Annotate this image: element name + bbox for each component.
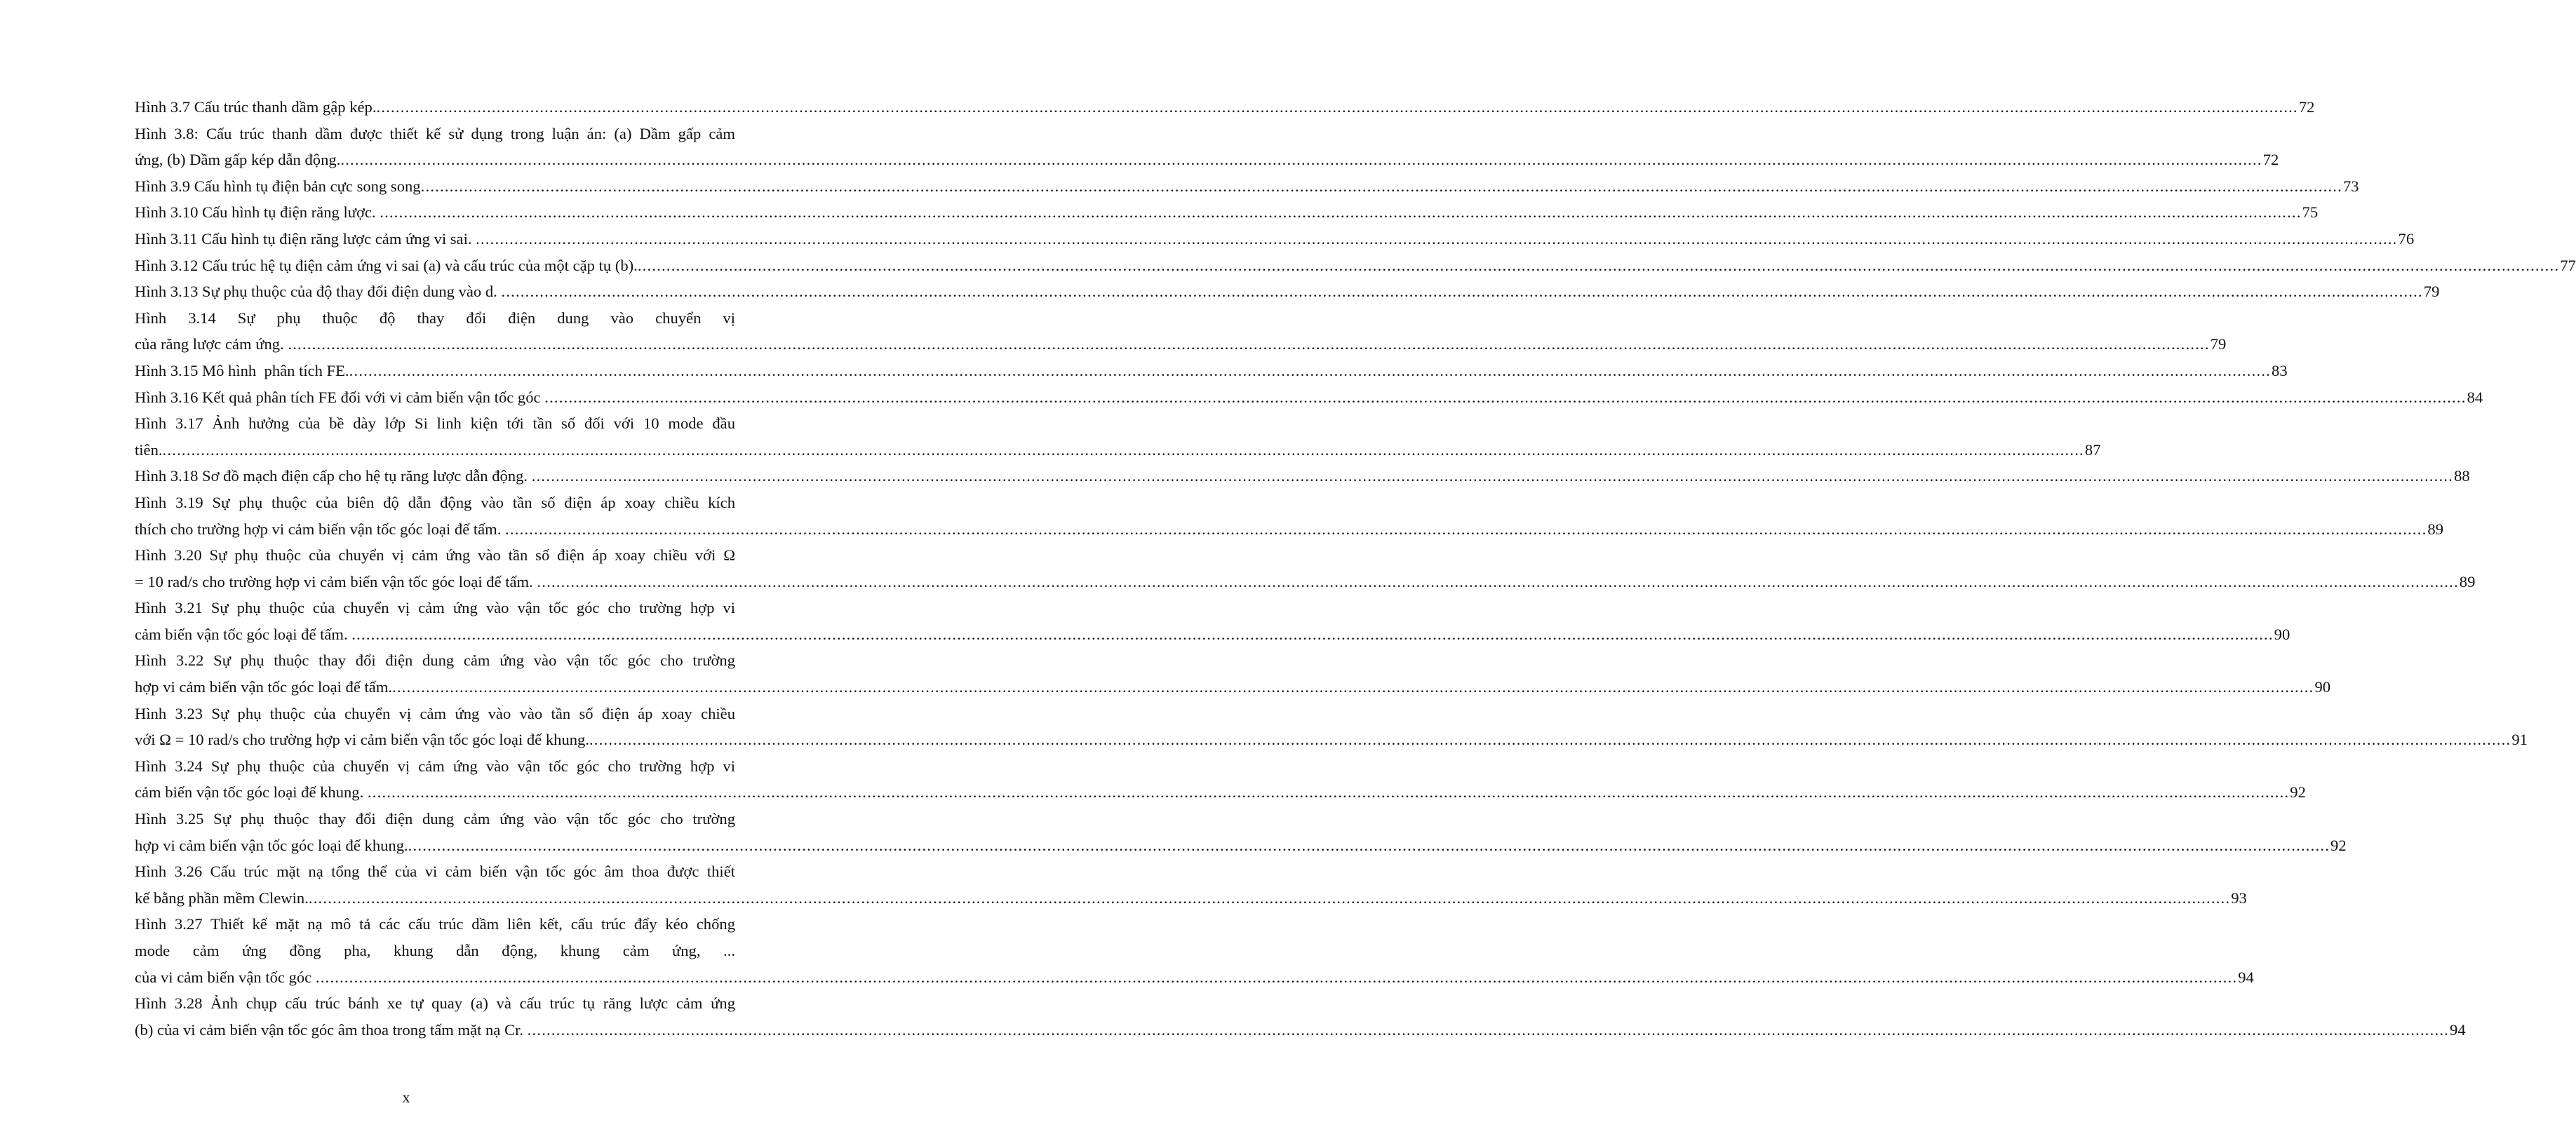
toc-entry-text-line: Hình 3.22 Sự phụ thuộc thay đổi điện dung cảm ứng vào vận tốc góc cho trường bbox=[135, 651, 735, 670]
toc-entry[interactable] bbox=[135, 173, 2359, 200]
toc-entry[interactable] bbox=[135, 647, 2331, 700]
toc-entry[interactable] bbox=[135, 701, 2528, 753]
toc-entry-page-number: 91 bbox=[2511, 731, 2528, 749]
toc-entry-page-number: 93 bbox=[2231, 889, 2247, 907]
toc-entry[interactable] bbox=[135, 384, 2483, 411]
toc-entry-text-line: Hình 3.28 Ảnh chụp cấu trúc bánh xe tự quay (a) và cấu trúc tụ răng lược cảm ứng bbox=[135, 994, 735, 1013]
toc-entry[interactable] bbox=[135, 410, 2101, 463]
dot-leader: ................................................................................................................................................................................................................................................................................................................................................................................................................ bbox=[315, 968, 2238, 986]
toc-entry-text-line: cảm biến vận tốc góc loại đế tấm. bbox=[135, 625, 352, 643]
toc-entry[interactable] bbox=[135, 252, 2576, 279]
toc-entry[interactable] bbox=[135, 489, 2444, 542]
toc-entry-page-number: 94 bbox=[2450, 1020, 2466, 1039]
toc-entry-text-line: Hình 3.20 Sự phụ thuộc của chuyển vị cảm ứng vào tần số điện áp xoay chiều với Ω bbox=[135, 546, 735, 565]
toc-entry-last-line bbox=[135, 621, 2290, 648]
page-number: x bbox=[402, 1088, 410, 1106]
toc-entry-text-line: Hình 3.11 Cấu hình tụ điện răng lược cảm ứng vi sai. bbox=[135, 229, 476, 248]
toc-entry-page-number: 90 bbox=[2274, 625, 2290, 643]
toc-entry-text-line: Hình 3.8: Cấu trúc thanh dầm được thiết kế sử dụng trong luận án: (a) Dầm gấp cảm bbox=[135, 124, 735, 142]
toc-entry-last-line bbox=[135, 199, 2319, 226]
toc-entry-page-number: 89 bbox=[2427, 520, 2444, 538]
dot-leader: ................................................................................................................................................................................................................................................................................................................................................................................................................ bbox=[537, 572, 2459, 590]
toc-entry-page-number: 77 bbox=[2560, 256, 2576, 274]
toc-entry-last-line bbox=[135, 1017, 2466, 1044]
toc-entry[interactable] bbox=[135, 226, 2415, 252]
toc-entry-page-number: 73 bbox=[2342, 177, 2359, 195]
dot-leader: ................................................................................................................................................................................................................................................................................................................................................................................................................ bbox=[637, 256, 2560, 274]
toc-entry-text-line: Hình 3.15 Mô hình phân tích FE. bbox=[135, 361, 349, 379]
toc-entry[interactable] bbox=[135, 199, 2319, 226]
toc-entry-last-line bbox=[135, 94, 2315, 121]
toc-entry-text-line: Hình 3.18 Sơ đồ mạch điện cấp cho hệ tụ răng lược dẫn động. bbox=[135, 467, 532, 485]
toc-entry-page-number: 89 bbox=[2459, 572, 2476, 590]
dot-leader: ................................................................................................................................................................................................................................................................................................................................................................................................................ bbox=[340, 151, 2262, 169]
toc-entry[interactable] bbox=[135, 806, 2347, 858]
toc-entry[interactable] bbox=[135, 305, 2227, 358]
dot-leader: ................................................................................................................................................................................................................................................................................................................................................................................................................ bbox=[420, 177, 2342, 195]
toc-entry-page-number: 92 bbox=[2330, 836, 2347, 854]
dot-leader: ................................................................................................................................................................................................................................................................................................................................................................................................................ bbox=[531, 467, 2454, 485]
toc-entry-last-line bbox=[135, 173, 2359, 200]
dot-leader: ................................................................................................................................................................................................................................................................................................................................................................................................................ bbox=[308, 889, 2231, 907]
toc-entry-text-line: = 10 rad/s cho trường hợp vi cảm biến vận tốc góc loại đế tấm. bbox=[135, 572, 537, 590]
toc-entry-page-number: 87 bbox=[2084, 440, 2101, 459]
toc-entry-text-line: Hình 3.23 Sự phụ thuộc của chuyển vị cảm ứng vào vào tần số điện áp xoay chiều bbox=[135, 704, 735, 722]
toc-entry[interactable] bbox=[135, 990, 2466, 1043]
toc-entry-text-line: cảm biến vận tốc góc loại đế khung. bbox=[135, 783, 368, 802]
toc-entry-text-line: Hình 3.17 Ảnh hưởng của bề dày lớp Si linh kiện tới tần số đối với 10 mode đầu bbox=[135, 414, 735, 433]
toc-entry-text-line: tiên. bbox=[135, 440, 163, 459]
toc-entry-page-number: 84 bbox=[2467, 388, 2483, 406]
dot-leader: ................................................................................................................................................................................................................................................................................................................................................................................................................ bbox=[349, 361, 2272, 379]
toc-entry-last-line bbox=[135, 437, 2101, 464]
toc-entry-text-line: Hình 3.10 Cấu hình tụ điện răng lược. bbox=[135, 203, 380, 222]
toc-entry-text-line: Hình 3.19 Sự phụ thuộc của biên độ dẫn động vào tần số điện áp xoay chiều kích bbox=[135, 493, 735, 511]
toc-entry-text-line: (b) của vi cảm biến vận tốc góc âm thoa trong tấm mặt nạ Cr. bbox=[135, 1020, 528, 1039]
toc-entry-page-number: 76 bbox=[2398, 229, 2415, 248]
toc-entry-last-line bbox=[135, 779, 2306, 806]
toc-entry-last-line bbox=[135, 384, 2483, 411]
toc-entry-page-number: 72 bbox=[2298, 98, 2315, 116]
toc-entry-text-line: của răng lược cảm ứng. bbox=[135, 335, 288, 353]
toc-entry-text-line: Hình 3.12 Cấu trúc hệ tụ điện cảm ứng vi sai (a) và cấu trúc của một cặp tụ (b). bbox=[135, 256, 638, 274]
toc-entry-text-line: Hình 3.24 Sự phụ thuộc của chuyển vị cảm ứng vào vận tốc góc cho trường hợp vi bbox=[135, 757, 735, 775]
dot-leader: ................................................................................................................................................................................................................................................................................................................................................................................................................ bbox=[376, 98, 2298, 116]
toc-entry-last-line bbox=[135, 832, 2347, 859]
toc-entry-text-line: Hình 3.26 Cấu trúc mặt nạ tổng thể của vi cảm biến vận tốc góc âm thoa được thiết bbox=[135, 863, 735, 881]
toc-entry-text-line: Hình 3.7 Cấu trúc thanh dầm gập kép. bbox=[135, 98, 377, 116]
toc-entry-page-number: 90 bbox=[2314, 678, 2331, 696]
toc-entry-last-line bbox=[135, 331, 2227, 358]
toc-entry-page-number: 75 bbox=[2302, 203, 2319, 222]
dot-leader: ................................................................................................................................................................................................................................................................................................................................................................................................................ bbox=[527, 1020, 2450, 1039]
toc-entry-text-line: hợp vi cảm biến vận tốc góc loại đế tấm. bbox=[135, 678, 393, 696]
toc-entry-text-line: mode cảm ứng đồng pha, khung dẫn động, khung cảm ứng, ... bbox=[135, 942, 735, 959]
toc-entry-text-line: Hình 3.14 Sự phụ thuộc độ thay đổi điện dung vào chuyển vị bbox=[135, 309, 735, 327]
toc-entry[interactable] bbox=[135, 463, 2470, 489]
toc-entry[interactable] bbox=[135, 278, 2440, 305]
toc-entry[interactable] bbox=[135, 911, 2254, 990]
toc-entry-page-number: 92 bbox=[2290, 783, 2306, 802]
toc-entry-page-number: 88 bbox=[2454, 467, 2470, 485]
toc-entry-text-line: Hình 3.21 Sự phụ thuộc của chuyển vị cảm ứng vào vận tốc góc cho trường hợp vi bbox=[135, 599, 735, 617]
toc-entry[interactable] bbox=[135, 858, 2247, 911]
toc-entry-text-line: hợp vi cảm biến vận tốc góc loại đế khung. bbox=[135, 836, 408, 854]
toc-entry-text-line: Hình 3.27 Thiết kế mặt nạ mô tả các cấu trúc dầm liên kết, cấu trúc đẩy kéo chống bbox=[135, 915, 735, 933]
toc-entry-page-number: 94 bbox=[2238, 968, 2254, 986]
dot-leader: ................................................................................................................................................................................................................................................................................................................................................................................................................ bbox=[162, 440, 2084, 459]
toc-entry-last-line bbox=[135, 964, 2254, 991]
toc-entry-last-line bbox=[135, 147, 2279, 173]
toc-entry-last-line bbox=[135, 226, 2415, 252]
toc-entry-text-line: Hình 3.9 Cấu hình tụ điện bản cực song song bbox=[135, 177, 421, 195]
toc-entry[interactable] bbox=[135, 121, 2279, 173]
toc-entry-text-line: của vi cảm biến vận tốc góc bbox=[135, 968, 316, 986]
dot-leader: ................................................................................................................................................................................................................................................................................................................................................................................................................ bbox=[408, 836, 2330, 854]
dot-leader: ................................................................................................................................................................................................................................................................................................................................................................................................................ bbox=[544, 388, 2467, 406]
toc-entry-text-line: Hình 3.13 Sự phụ thuộc của độ thay đổi điện dung vào d. bbox=[135, 283, 502, 301]
toc-entry-last-line bbox=[135, 358, 2288, 384]
toc-entry-text-line: kế bằng phần mềm Clewin. bbox=[135, 889, 309, 907]
toc-entry-text-line: Hình 3.25 Sự phụ thuộc thay đổi điện dung cảm ứng vào vận tốc góc cho trường bbox=[135, 810, 735, 828]
toc-entry-last-line bbox=[135, 516, 2444, 543]
toc-entry-text-line: ứng, (b) Dầm gấp kép dẫn động. bbox=[135, 151, 341, 169]
toc-entry[interactable] bbox=[135, 542, 2476, 595]
dot-leader: ................................................................................................................................................................................................................................................................................................................................................................................................................ bbox=[505, 520, 2427, 538]
toc-entry-page-number: 79 bbox=[2210, 335, 2227, 353]
toc-entry-text-line: Hình 3.16 Kết quả phân tích FE đối với vi cảm biến vận tốc góc bbox=[135, 388, 545, 406]
toc-entry[interactable] bbox=[135, 753, 2306, 806]
toc-entry-text-line: với Ω = 10 rad/s cho trường hợp vi cảm biến vận tốc góc loại đế khung. bbox=[135, 731, 589, 749]
dot-leader: ................................................................................................................................................................................................................................................................................................................................................................................................................ bbox=[380, 203, 2302, 222]
dot-leader: ................................................................................................................................................................................................................................................................................................................................................................................................................ bbox=[367, 783, 2290, 802]
toc-entry-page-number: 79 bbox=[2423, 283, 2440, 301]
toc-entry-text-line: thích cho trường hợp vi cảm biến vận tốc góc loại đế tấm. bbox=[135, 520, 506, 538]
toc-entry-last-line bbox=[135, 278, 2440, 305]
toc-entry-page-number: 72 bbox=[2262, 151, 2279, 169]
toc-entry-last-line bbox=[135, 885, 2247, 912]
toc-entry[interactable] bbox=[135, 358, 2288, 384]
toc-entry[interactable] bbox=[135, 94, 2315, 121]
dot-leader: ................................................................................................................................................................................................................................................................................................................................................................................................................ bbox=[501, 283, 2423, 301]
dot-leader: ................................................................................................................................................................................................................................................................................................................................................................................................................ bbox=[392, 678, 2314, 696]
toc-entry-last-line bbox=[135, 463, 2470, 489]
toc-entry-last-line bbox=[135, 569, 2476, 595]
toc-entry-page-number: 83 bbox=[2272, 361, 2288, 379]
dot-leader: ................................................................................................................................................................................................................................................................................................................................................................................................................ bbox=[351, 625, 2274, 643]
toc-entry-last-line bbox=[135, 727, 2528, 753]
dot-leader: ................................................................................................................................................................................................................................................................................................................................................................................................................ bbox=[288, 335, 2210, 353]
toc-entry-last-line bbox=[135, 252, 2576, 279]
dot-leader: ................................................................................................................................................................................................................................................................................................................................................................................................................ bbox=[476, 229, 2398, 248]
list-of-figures bbox=[135, 94, 2576, 1043]
dot-leader: ................................................................................................................................................................................................................................................................................................................................................................................................................ bbox=[589, 731, 2511, 749]
toc-entry-last-line bbox=[135, 674, 2331, 701]
toc-entry[interactable] bbox=[135, 595, 2290, 647]
